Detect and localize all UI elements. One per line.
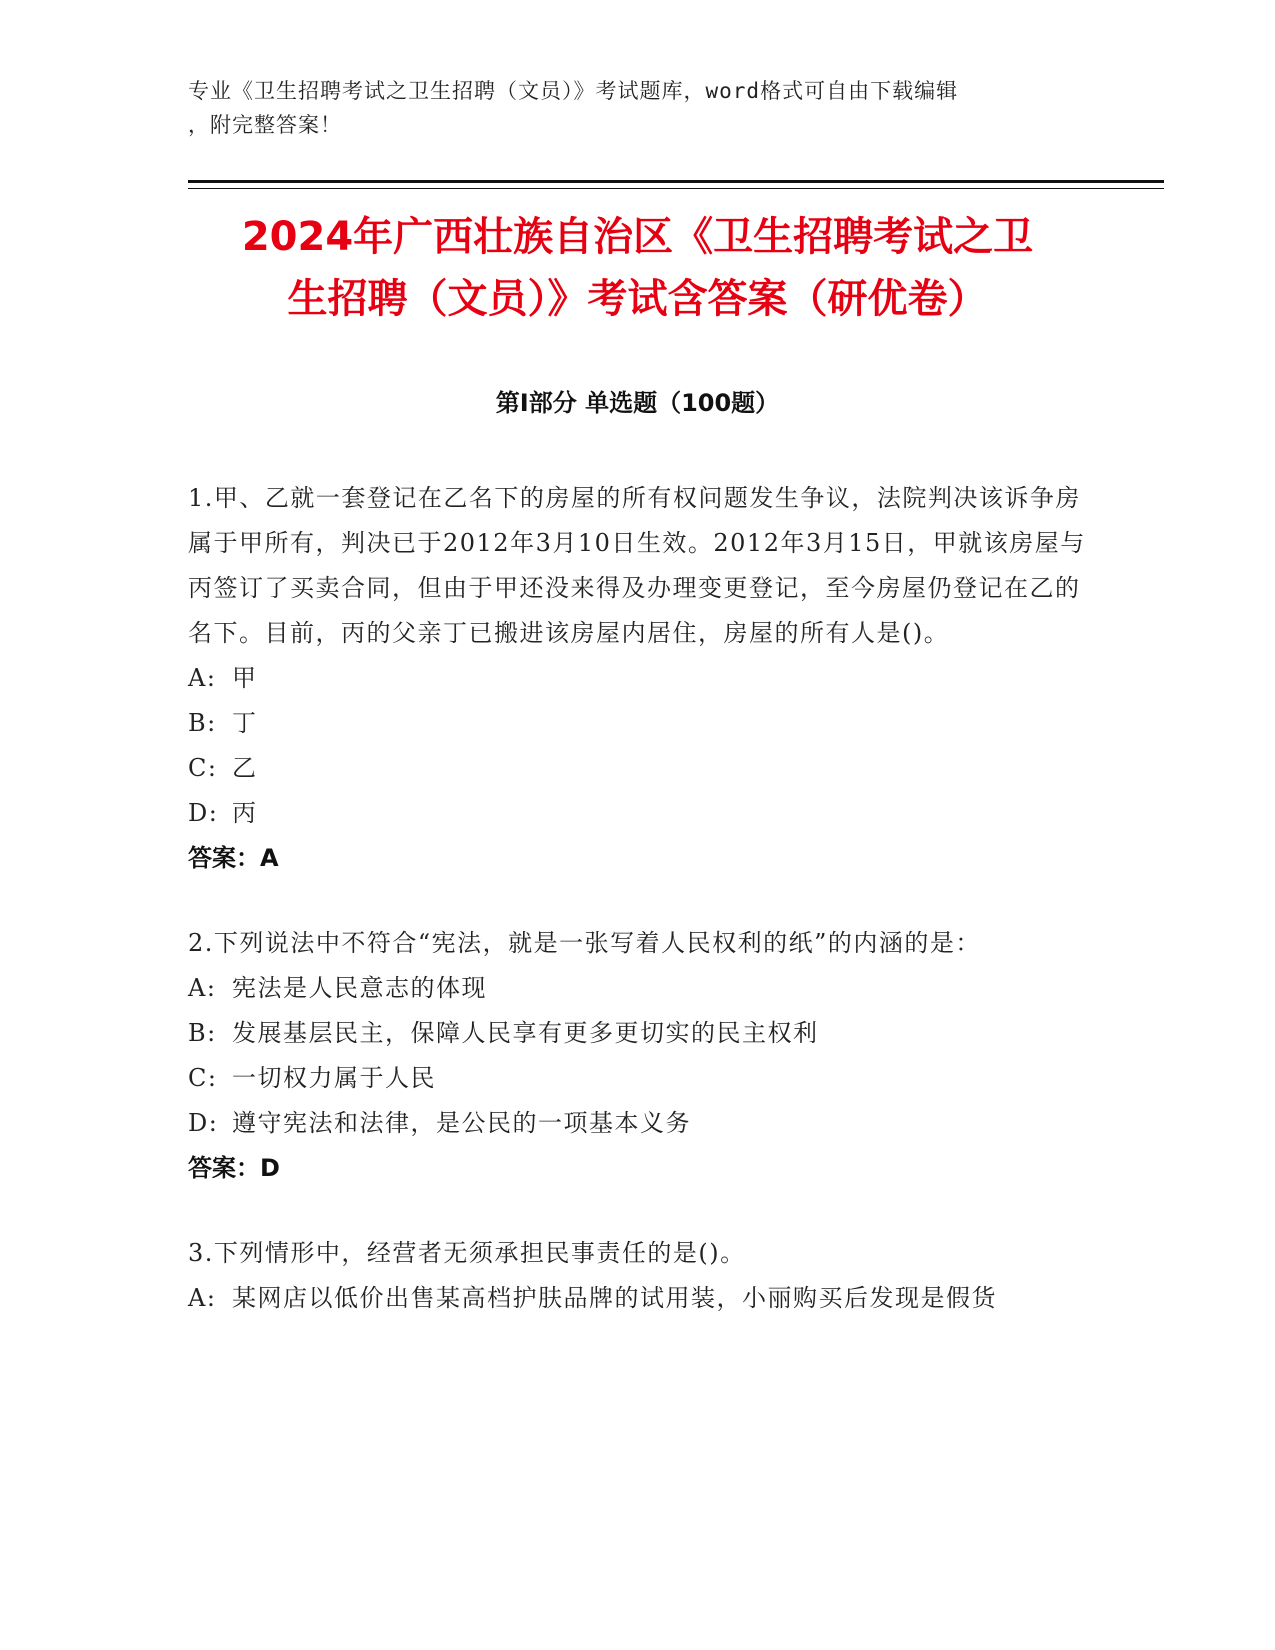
option-a (188, 1276, 1088, 1321)
question-text: 1.甲、乙就一套登记在乙名下的房屋的所有权问题发生争议，法院判决该诉争房属于甲所有，判决已于2012年3月10日生效。2012年3月15日，甲就该房屋与丙签订了买卖合同，但由于甲还没来得及办理变更登记，至今房屋仍登记在乙的名下。目前，丙的父亲丁已搬进该房屋内居住，房屋的所有人是()。 (188, 484, 1086, 647)
question-1 (188, 476, 1088, 881)
option-c (188, 1056, 1088, 1101)
question-list (188, 476, 1088, 1361)
option-key: D: (188, 1109, 219, 1137)
option-key: B: (188, 1019, 217, 1047)
option-a (188, 966, 1088, 1011)
option-key: C: (188, 1064, 218, 1092)
question-2 (188, 921, 1088, 1191)
section-title: 第Ⅰ部分 单选题（100题） (495, 389, 780, 417)
header-note-line-1: 专业《卫生招聘考试之卫生招聘（文员）》考试题库，word格式可自由下载编辑 (188, 79, 959, 103)
question-text: 3.下列情形中，经营者无须承担民事责任的是()。 (188, 1239, 746, 1267)
option-b (188, 701, 1088, 746)
header-note-line-2: ，附完整答案！ (188, 113, 342, 137)
option-text: 发展基层民主，保障人民享有更多更切实的民主权利 (232, 1019, 819, 1047)
document-title-line-2: 生招聘（文员）》考试含答案（研优卷） (287, 276, 988, 322)
option-text: 某网店以低价出售某高档护肤品牌的试用装，小丽购买后发现是假货 (232, 1284, 997, 1312)
option-d (188, 791, 1088, 836)
answer-label: 答案：D (188, 1154, 280, 1182)
option-text: 丁 (232, 709, 258, 737)
header-rule-thin (188, 188, 1164, 189)
option-key: A: (188, 664, 217, 692)
option-text: 甲 (232, 664, 258, 692)
option-key: C: (188, 754, 218, 782)
option-text: 宪法是人民意志的体现 (232, 974, 487, 1002)
option-text: 一切权力属于人民 (232, 1064, 436, 1092)
option-text: 遵守宪法和法律，是公民的一项基本义务 (232, 1109, 691, 1137)
option-key: A: (188, 974, 217, 1002)
answer-label: 答案：A (188, 844, 279, 872)
option-key: D: (188, 799, 219, 827)
option-key: A: (188, 1284, 217, 1312)
question-3 (188, 1231, 1088, 1321)
header-note (188, 74, 1088, 142)
option-b (188, 1011, 1088, 1056)
option-d (188, 1101, 1088, 1146)
document-title (150, 206, 1125, 330)
question-text: 2.下列说法中不符合“宪法，就是一张写着人民权利的纸”的内涵的是： (188, 929, 981, 957)
option-text: 丙 (232, 799, 258, 827)
option-key: B: (188, 709, 217, 737)
option-a (188, 656, 1088, 701)
header-rule-thick (188, 180, 1164, 183)
option-c (188, 746, 1088, 791)
option-text: 乙 (232, 754, 258, 782)
document-title-line-1: 2024年广西壮族自治区《卫生招聘考试之卫 (241, 214, 1034, 260)
